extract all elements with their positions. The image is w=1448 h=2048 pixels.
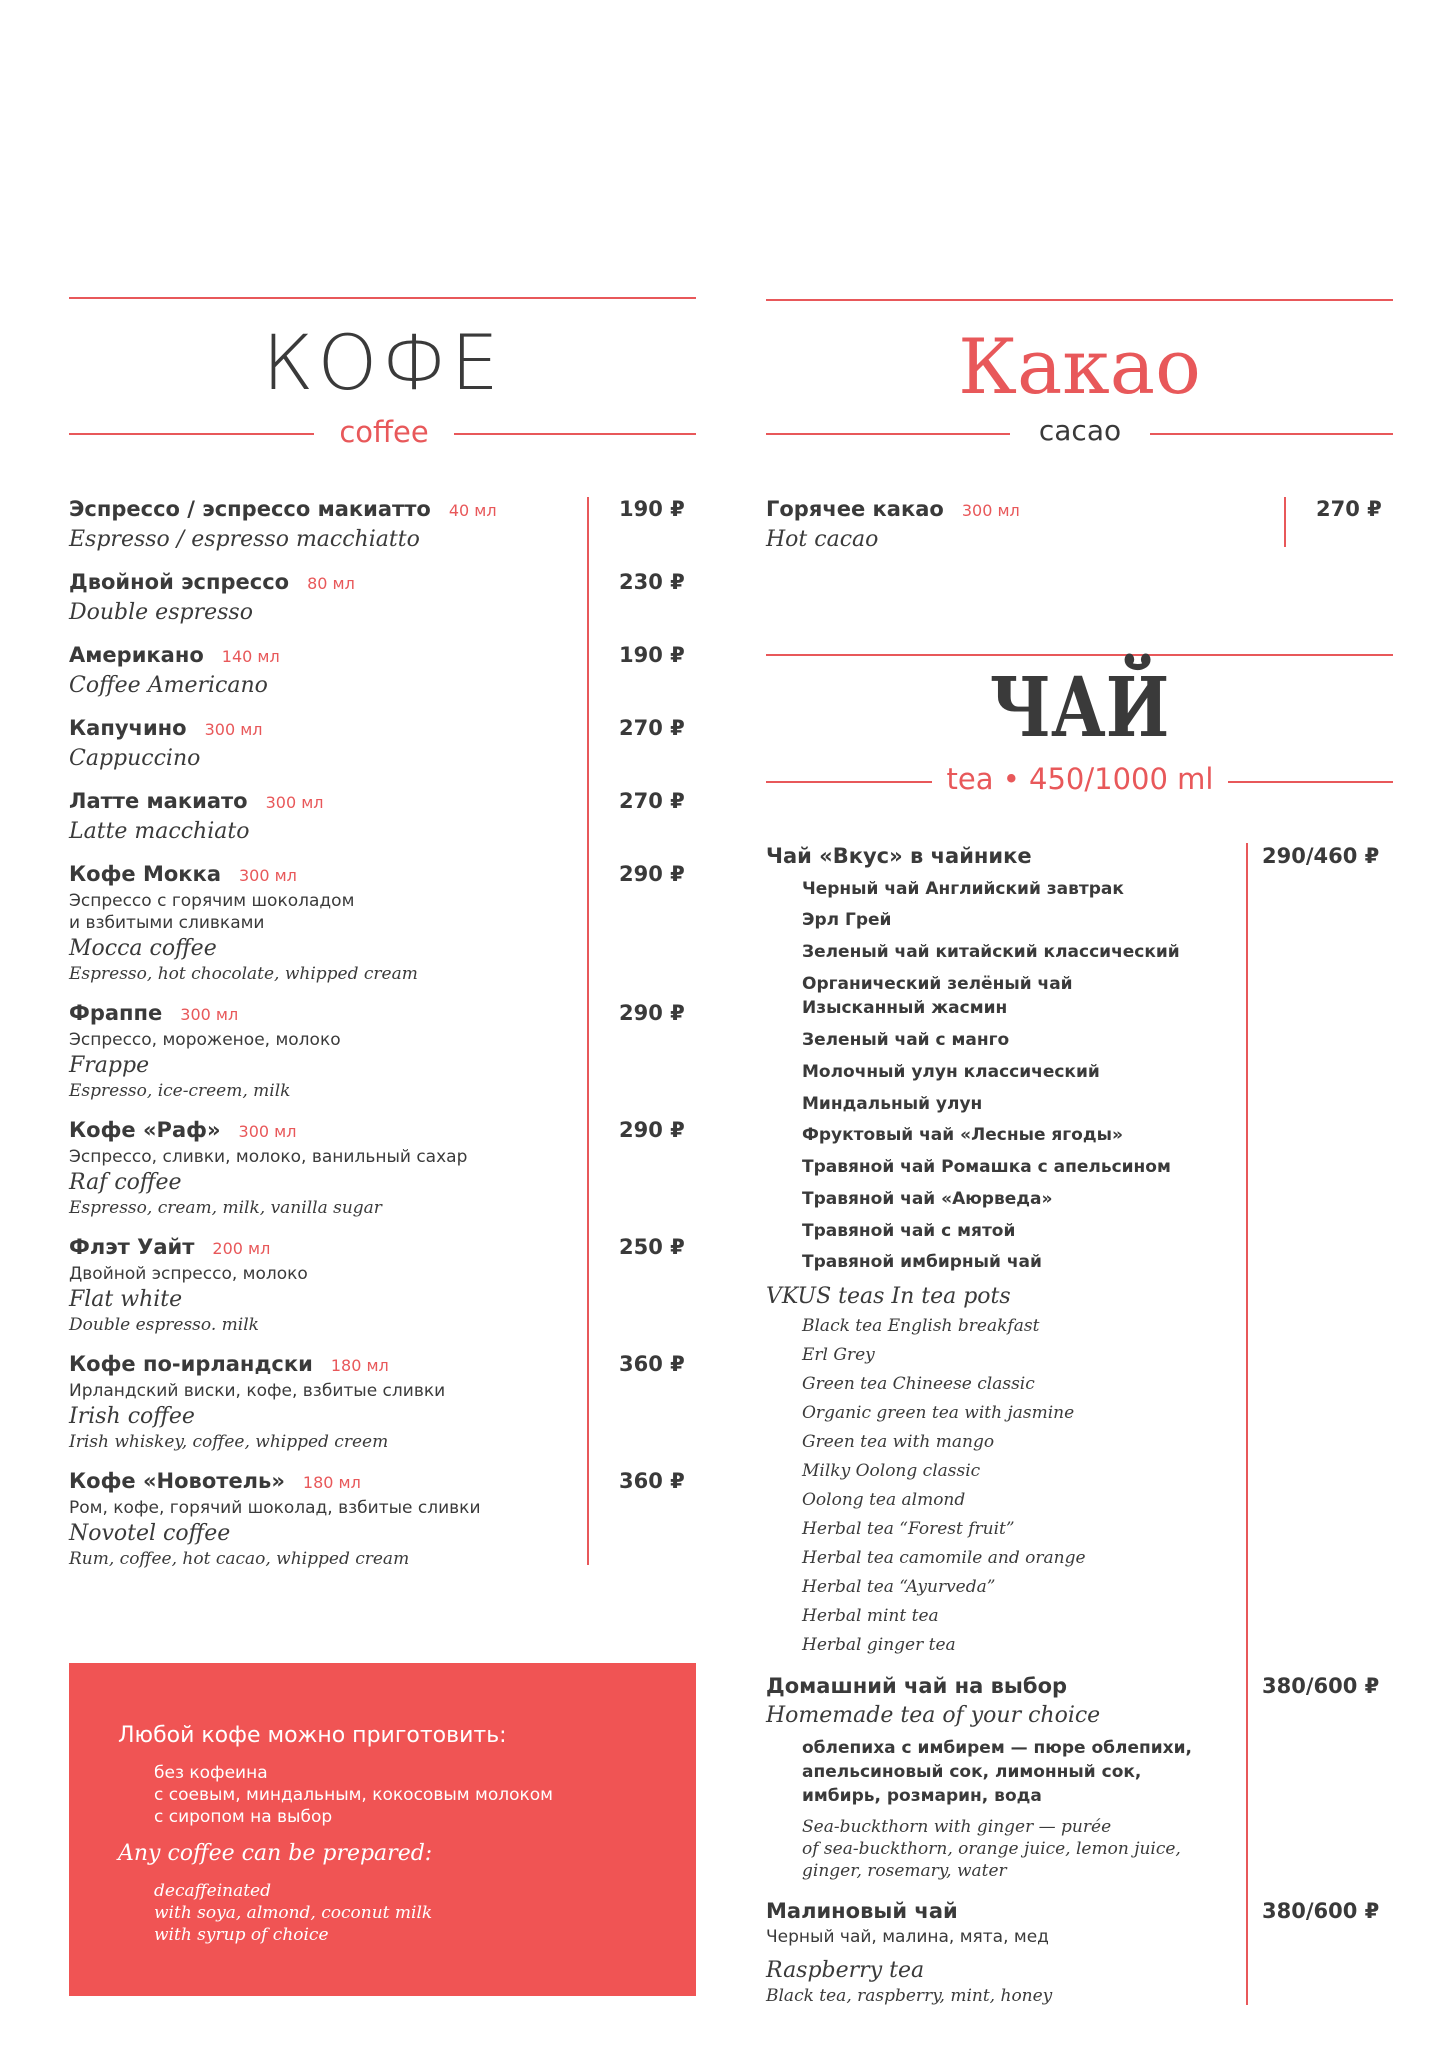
item-desc-ru: Эспрессо, мороженое, молоко (69, 1030, 341, 1050)
item-name-ru: Кофе по-ирландски (69, 1352, 313, 1376)
tea-variety-ru: Фруктовый чай «Лесные ягоды» (802, 1125, 1123, 1145)
tea-top-rule (766, 654, 1393, 656)
item-price: 250 ₽ (619, 1235, 685, 1259)
coffee-item-frappe (69, 999, 341, 1102)
item-volume: 300 мл (180, 1005, 239, 1024)
item-name-en: Espresso / espresso macchiatto (69, 527, 420, 552)
item-name-en: Frappe (69, 1053, 150, 1078)
item-desc-en: Espresso, hot chocolate, whipped cream (69, 964, 418, 984)
note-line-ru: с соевым, миндальным, кокосовым молоком (154, 1785, 553, 1805)
item-volume: 40 мл (448, 501, 497, 520)
item-name-en: Raspberry tea (766, 1958, 925, 1983)
item-desc-ru: и взбитыми сливками (69, 913, 265, 933)
tea-sub-rule-left (766, 781, 932, 783)
item-price: 190 ₽ (619, 497, 685, 521)
tea-homemade-name-en: Homemade tea of your choice (766, 1703, 1101, 1728)
tea-variety-ru: Органический зелёный чай (802, 974, 1073, 994)
item-desc-ru: Двойной эспрессо, молоко (69, 1264, 308, 1284)
item-volume: 180 мл (330, 1356, 389, 1375)
tea-variety-en: Green tea Chineese classic (802, 1374, 1035, 1394)
tea-homemade-price: 380/600 ₽ (1262, 1674, 1380, 1698)
tea-price-divider (1246, 843, 1248, 2005)
coffee-subtitle: coffee (339, 415, 429, 449)
tea-homemade-desc-en: Sea-buckthorn with ginger — purée (802, 1817, 1112, 1837)
tea-variety-ru: Молочный улун классический (802, 1062, 1100, 1082)
cacao-price-divider (1284, 497, 1286, 547)
tea-variety-en: Oolong tea almond (802, 1490, 966, 1510)
tea-variety-ru: Травяной чай Ромашка с апельсином (802, 1157, 1171, 1177)
item-price: 270 ₽ (619, 789, 685, 813)
tea-sub-rule-right (1228, 781, 1393, 783)
item-desc-en: Rum, coffee, hot cacao, whipped cream (69, 1549, 410, 1569)
item-price: 360 ₽ (619, 1352, 685, 1376)
item-name-ru: Двойной эспрессо (69, 570, 290, 594)
tea-raspberry-price: 380/600 ₽ (1262, 1899, 1380, 1923)
note-line-ru: без кофеина (154, 1763, 268, 1783)
tea-homemade-desc-en: ginger, rosemary, water (802, 1861, 1007, 1881)
coffee-item-mocca (69, 860, 418, 985)
cacao-top-rule (766, 299, 1393, 301)
tea-variety-en: Herbal tea camomile and orange (802, 1548, 1086, 1568)
tea-variety-ru: Изысканный жасмин (802, 998, 1008, 1018)
item-volume: 300 мл (238, 1122, 297, 1141)
tea-variety-en: Black tea English breakfast (802, 1316, 1040, 1336)
item-desc-ru: Черный чай, малина, мята, мед (766, 1927, 1049, 1947)
coffee-item-novotel (69, 1467, 481, 1570)
item-name-ru: Фраппе (69, 1001, 163, 1025)
item-price: 360 ₽ (619, 1469, 685, 1493)
tea-variety-ru: Травяной чай с мятой (802, 1221, 1016, 1241)
note-line-ru: с сиропом на выбор (154, 1807, 333, 1827)
note-title-ru: Любой кофе можно приготовить: (118, 1723, 507, 1748)
coffee-top-rule (69, 297, 696, 299)
item-name-ru: Флэт Уайт (69, 1235, 195, 1259)
item-desc-ru: Ирландский виски, кофе, взбитые сливки (69, 1381, 446, 1401)
cacao-item-hot (766, 495, 1020, 554)
item-volume: 140 мл (221, 647, 280, 666)
item-name-en: Cappuccino (69, 746, 201, 771)
item-name-ru: Капучино (69, 716, 187, 740)
item-price: 290 ₽ (619, 862, 685, 886)
item-name-ru: Американо (69, 643, 204, 667)
item-volume: 300 мл (265, 793, 324, 812)
item-desc-en: Black tea, raspberry, mint, honey (766, 1986, 1053, 2006)
note-line-en: decaffeinated (154, 1881, 271, 1901)
item-name-ru: Кофе Мокка (69, 862, 221, 886)
tea-variety-ru: Травяной чай «Аюрведа» (802, 1189, 1053, 1209)
coffee-options-note (69, 1663, 696, 1996)
item-price: 270 ₽ (1316, 497, 1382, 521)
tea-homemade-desc-ru: апельсиновый сок, лимонный сок, (802, 1762, 1142, 1782)
cacao-sub-rule-right (1150, 433, 1393, 435)
cacao-title: Какао (958, 322, 1201, 411)
item-name-en: Novotel coffee (69, 1521, 231, 1546)
item-name-en: Mocca coffee (69, 936, 217, 961)
tea-homemade-desc-en: of sea-buckthorn, orange juice, lemon juice, (802, 1839, 1181, 1859)
item-name-ru: Малиновый чай (766, 1899, 958, 1923)
item-volume: 200 мл (212, 1239, 271, 1258)
item-name-en: Raf coffee (69, 1170, 182, 1195)
coffee-item-espresso (69, 495, 497, 554)
coffee-item-flat-white (69, 1233, 308, 1336)
item-name-en: Double espresso (69, 600, 253, 625)
coffee-item-irish (69, 1350, 445, 1453)
item-price: 290 ₽ (619, 1001, 685, 1025)
item-price: 190 ₽ (619, 643, 685, 667)
item-price: 290 ₽ (619, 1118, 685, 1142)
coffee-item-raf (69, 1116, 467, 1219)
item-desc-ru: Ром, кофе, горячий шоколад, взбитые сливки (69, 1498, 481, 1518)
item-name-ru: Кофе «Раф» (69, 1118, 221, 1142)
item-name-en: Latte macchiato (69, 819, 250, 844)
tea-homemade-name-ru: Домашний чай на выбор (766, 1674, 1068, 1698)
tea-variety-en: Green tea with mango (802, 1432, 995, 1452)
cacao-subtitle: cacao (1038, 414, 1122, 447)
tea-variety-ru: Зеленый чай китайский классический (802, 942, 1180, 962)
tea-homemade-desc-ru: имбирь, розмарин, вода (802, 1786, 1042, 1806)
item-price: 230 ₽ (619, 570, 685, 594)
tea-variety-en: Milky Oolong classic (802, 1461, 981, 1481)
coffee-sub-rule-left (69, 433, 314, 435)
item-name-en: Coffee Americano (69, 673, 268, 698)
coffee-item-latte (69, 787, 324, 846)
coffee-price-divider (587, 497, 589, 1565)
item-desc-en: Double espresso. milk (69, 1315, 259, 1335)
coffee-item-cappuccino (69, 714, 263, 773)
item-name-ru: Эспрессо / эспрессо макиатто (69, 497, 431, 521)
tea-vkus-name-en: VKUS teas In tea pots (766, 1284, 1011, 1309)
item-name-en: Flat white (69, 1287, 183, 1312)
item-desc-ru: Эспрессо, сливки, молоко, ванильный сахар (69, 1147, 468, 1167)
tea-variety-ru: Травяной имбирный чай (802, 1252, 1042, 1272)
tea-variety-en: Herbal ginger tea (802, 1635, 956, 1655)
item-name-en: Hot cacao (766, 527, 879, 552)
item-desc-en: Espresso, cream, milk, vanilla sugar (69, 1198, 382, 1218)
tea-variety-ru: Эрл Грей (802, 910, 892, 930)
item-name-en: Irish coffee (69, 1404, 195, 1429)
item-desc-en: Irish whiskey, coffee, whipped creem (69, 1432, 389, 1452)
note-title-en: Any coffee can be prepared: (118, 1841, 433, 1866)
tea-title: ЧАЙ (989, 660, 1170, 756)
tea-variety-en: Herbal tea “Ayurveda” (802, 1577, 996, 1597)
item-volume: 80 мл (307, 574, 355, 593)
item-desc-ru: Эспрессо с горячим шоколадом (69, 891, 355, 911)
note-line-en: with soya, almond, coconut milk (154, 1903, 433, 1923)
tea-variety-en: Erl Grey (802, 1345, 875, 1365)
item-name-ru: Латте макиато (69, 789, 248, 813)
item-name-ru: Горячее какао (766, 497, 944, 521)
coffee-sub-rule-right (454, 433, 696, 435)
cacao-sub-rule-left (766, 433, 1010, 435)
tea-homemade-desc-ru: облепиха с имбирем — пюре облепихи, (802, 1738, 1192, 1758)
coffee-title: КОФЕ (262, 318, 503, 407)
note-line-en: with syrup of choice (154, 1925, 329, 1945)
item-volume: 180 мл (302, 1473, 361, 1492)
tea-variety-ru: Миндальный улун (802, 1094, 983, 1114)
tea-variety-ru: Зеленый чай с манго (802, 1030, 1010, 1050)
tea-vkus-price: 290/460 ₽ (1262, 844, 1380, 868)
tea-variety-ru: Черный чай Английский завтрак (802, 879, 1124, 899)
item-volume: 300 мл (204, 720, 263, 739)
item-volume: 300 мл (961, 501, 1020, 520)
item-volume: 300 мл (238, 866, 297, 885)
coffee-item-double-espresso (69, 568, 355, 627)
tea-variety-en: Herbal tea “Forest fruit” (802, 1519, 1015, 1539)
coffee-item-americano (69, 641, 280, 700)
tea-raspberry (766, 1897, 1052, 2007)
item-price: 270 ₽ (619, 716, 685, 740)
item-desc-en: Espresso, ice-creem, milk (69, 1081, 291, 1101)
item-name-ru: Кофе «Новотель» (69, 1469, 285, 1493)
tea-subtitle: tea • 450/1000 ml (946, 762, 1214, 796)
tea-variety-en: Organic green tea with jasmine (802, 1403, 1075, 1423)
tea-variety-en: Herbal mint tea (802, 1606, 939, 1626)
tea-vkus-name-ru: Чай «Вкус» в чайнике (766, 844, 1032, 868)
